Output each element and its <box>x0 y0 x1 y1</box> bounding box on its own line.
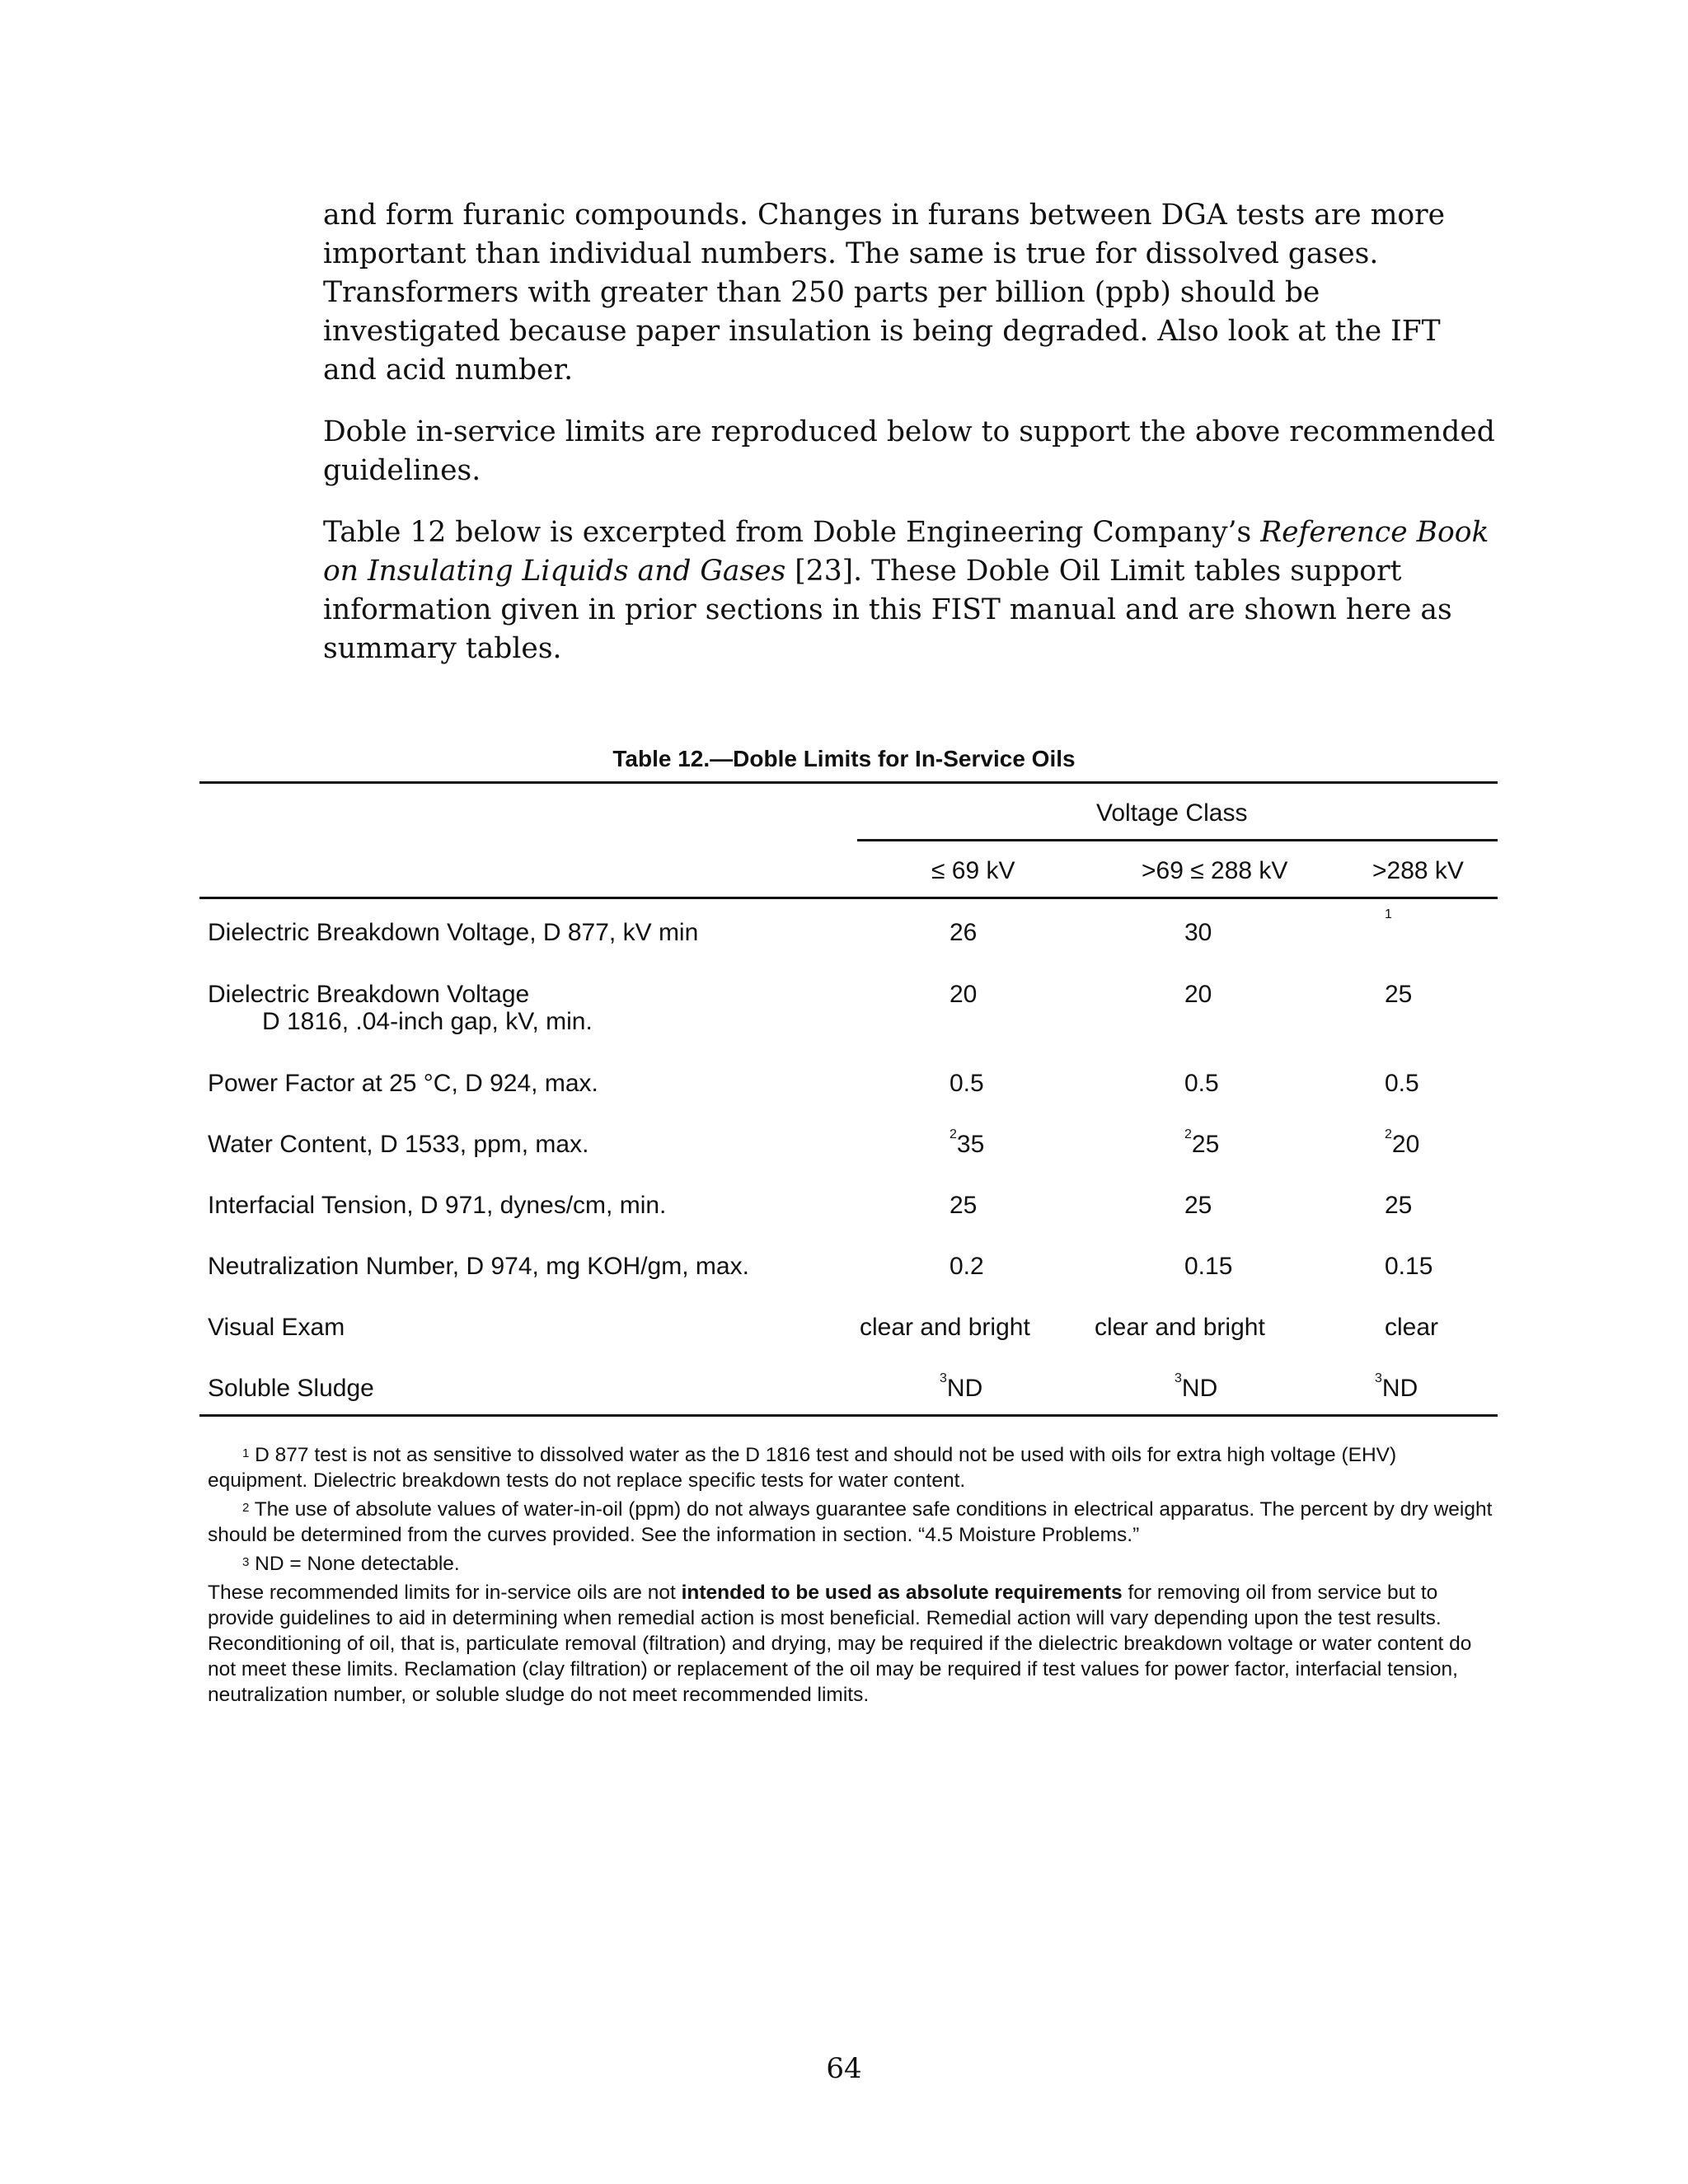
column-header-69-288kv: >69 ≤ 288 kV <box>1142 857 1288 884</box>
cell-ift-gt288: 25 <box>1385 1192 1413 1219</box>
cell-d1816-gt288: 25 <box>1385 981 1413 1008</box>
cell-pf-le69: 0.5 <box>950 1070 984 1097</box>
footnote-marker: 1 <box>1385 907 1392 921</box>
table-title: Table 12.—Doble Limits for In-Service Oils <box>612 746 1076 771</box>
cell-water-le69: $^2$35 <box>950 1127 985 1158</box>
row-label-dielectric-d1816: Dielectric Breakdown Voltage <box>208 981 530 1008</box>
cell-water-69-288: $^2$25 <box>1184 1127 1220 1158</box>
footnote-1: $^1$ D 877 test is not as sensitive to dissolved water as the D 1816 test and should not be used with oils for extra high voltage (EHV) equipment. Dielectric breakdown tests do not replace specific tests for water content. <box>208 1444 1397 1492</box>
cell-visual-69-288: clear and bright <box>1095 1314 1265 1341</box>
cell-pf-69-288: 0.5 <box>1184 1070 1219 1097</box>
row-label-interfacial-tension: Interfacial Tension, D 971, dynes/cm, min. <box>208 1192 667 1219</box>
footnote-3-marker: 3 <box>242 1555 250 1569</box>
cell-d877-gt288 <box>1385 907 1392 939</box>
cell-nn-gt288: 0.15 <box>1385 1253 1433 1280</box>
recommendation-note-emphasis: intended to be used as absolute requirements <box>681 1582 1123 1604</box>
row-label-water-content: Water Content, D 1533, ppm, max. <box>208 1131 589 1158</box>
table-bottom-rule <box>199 1414 1498 1417</box>
footnote-2-marker: 2 <box>242 1501 250 1515</box>
footnote-marker: 2 <box>950 1127 957 1141</box>
cell-ift-69-288: 25 <box>1184 1192 1212 1219</box>
column-header-le-69kv: ≤ 69 kV <box>931 857 1015 884</box>
column-header-gt-288kv: >288 kV <box>1372 857 1464 884</box>
recommendation-note: These recommended limits for in-service oils are not intended to be used as absolute requirements for removing oil from service but to provide guidelines to aid in determining when remedial action is most beneficial. Remedial action will vary depending upon the test results. Reconditioning of oil, that is, particulate removal (filtration) and drying, may be required if the dielectric breakdown voltage or water content do not meet these limits. Reclamation (clay filtration) or replacement of the oil may be required if test values for power factor, interfacial tension, neutralization number, or soluble sludge do not meet recommended limits. <box>208 1582 1472 1706</box>
row-label-soluble-sludge: Soluble Sludge <box>208 1375 374 1402</box>
page-number: 64 <box>826 2052 862 2085</box>
cell-nn-le69: 0.2 <box>950 1253 984 1280</box>
row-label-neutralization-number: Neutralization Number, D 974, mg KOH/gm, max. <box>208 1253 749 1280</box>
cell-water-gt288: $^2$20 <box>1385 1127 1420 1158</box>
cell-d877-le69: 26 <box>950 919 978 946</box>
footnote-2: $^2$ The use of absolute values of water-in-oil (ppm) do not always guarantee safe conditions in electrical apparatus. The percent by dry weight should be determined from the curves provided. See the information in section. “4.5 Moisture Problems.” <box>208 1498 1493 1546</box>
body-text <box>323 196 1502 691</box>
cell-ift-le69: 25 <box>950 1192 978 1219</box>
row-sublabel-d1816-gap: D 1816, .04-inch gap, kV, min. <box>262 1008 593 1035</box>
row-label-dielectric-d877: Dielectric Breakdown Voltage, D 877, kV min <box>208 919 699 946</box>
table-top-rule <box>199 781 1498 784</box>
cell-sludge-le69: $^3$ND <box>940 1371 983 1402</box>
cell-visual-gt288: clear <box>1385 1314 1439 1341</box>
paragraph-table-reference-start: Table 12 below is excerpted from Doble Engineering Company’s <box>323 516 1261 549</box>
cell-d1816-le69: 20 <box>950 981 978 1008</box>
footnote-marker: 2 <box>1184 1127 1192 1141</box>
paragraph-table-reference <box>323 513 1502 668</box>
cell-sludge-69-288: $^3$ND <box>1175 1371 1218 1402</box>
cell-sludge-gt288: $^3$ND <box>1375 1371 1418 1402</box>
cell-pf-gt288: 0.5 <box>1385 1070 1419 1097</box>
paragraph-doble-limits: Doble in-service limits are reproduced below to support the above recommended guidelines. <box>323 415 1495 487</box>
header-bottom-rule <box>199 897 1498 899</box>
row-label-visual-exam: Visual Exam <box>208 1314 345 1341</box>
footnote-1-marker: 1 <box>242 1446 250 1460</box>
paragraph-furans: and form furanic compounds. Changes in furans between DGA tests are more important than individual numbers. The same is true for dissolved gases. Transformers with greater than 250 parts per billion (ppb) should be investigated because paper insulation is being degraded. Also look at the IFT and acid number. <box>323 199 1446 387</box>
voltage-class-header: Voltage Class <box>1096 799 1248 827</box>
table-notes <box>208 1442 1502 1711</box>
cell-d877-69-288: 30 <box>1184 919 1212 946</box>
footnote-marker: 3 <box>1375 1371 1382 1385</box>
row-label-power-factor: Power Factor at 25 °C, D 924, max. <box>208 1070 598 1097</box>
cell-visual-le69: clear and bright <box>860 1314 1030 1341</box>
reference-book-title: Reference Book on Insulating Liquids and Gases <box>323 516 1489 588</box>
voltage-class-rule <box>857 839 1498 841</box>
paragraph-table-reference-end: [23]. These Doble Oil Limit tables support information given in prior sections in this FIST manual and are shown here as summary tables. <box>323 555 1452 665</box>
footnote-marker: 3 <box>940 1371 947 1385</box>
footnote-marker: 2 <box>1385 1127 1392 1141</box>
footnote-3: $^3$ ND = None detectable. <box>242 1553 460 1575</box>
cell-nn-69-288: 0.15 <box>1184 1253 1233 1280</box>
cell-d1816-69-288: 20 <box>1184 981 1212 1008</box>
footnote-marker: 3 <box>1175 1371 1182 1385</box>
